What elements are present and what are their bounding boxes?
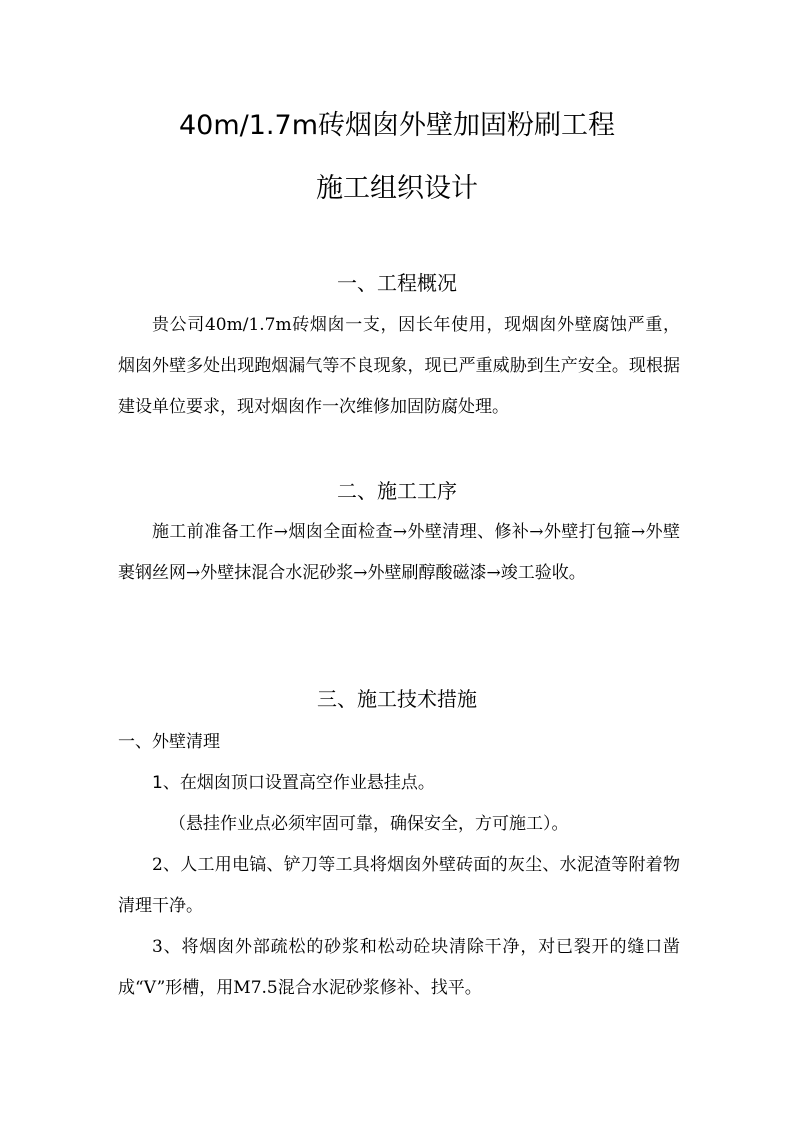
list-item-note: （悬挂作业点必须牢固可靠，确保安全，方可施工）。	[169, 814, 569, 834]
section-body-procedure: 施工前准备工作→烟囱全面检查→外壁清理、修补→外壁打包箍→外壁裹钢丝网→外壁抹混合水泥砂浆→外壁刷醇酸磁漆→竣工验收。	[118, 522, 680, 583]
list-item: 1、在烟囱顶口设置高空作业悬挂点。	[152, 773, 435, 793]
section-heading-technical-measures: 三、施工技术措施	[317, 687, 477, 711]
subsection-heading-wall-cleaning: 一、外壁清理	[118, 732, 220, 752]
list-item: 2、人工用电镐、铲刀等工具将烟囱外壁砖面的灰尘、水泥渣等附着物清理干净。	[118, 855, 680, 916]
section-heading-procedure: 二、施工工序	[337, 479, 457, 503]
document-title-line-2: 施工组织设计	[316, 173, 478, 204]
list-item: 3、将烟囱外部疏松的砂浆和松动砼块清除干净，对已裂开的缝口凿成“V”形槽，用M7.5混合水泥砂浆修补、找平。	[118, 937, 680, 998]
section-body-overview: 贵公司40m/1.7m砖烟囱一支，因长年使用，现烟囱外壁腐蚀严重，烟囱外壁多处出现跑烟漏气等不良现象，现已严重威胁到生产安全。现根据建设单位要求，现对烟囱作一次维修加固防腐处理。	[118, 315, 680, 417]
document-title-line-1: 40m/1.7m砖烟囱外壁加固粉刷工程	[179, 110, 615, 141]
section-heading-overview: 一、工程概况	[337, 271, 457, 295]
